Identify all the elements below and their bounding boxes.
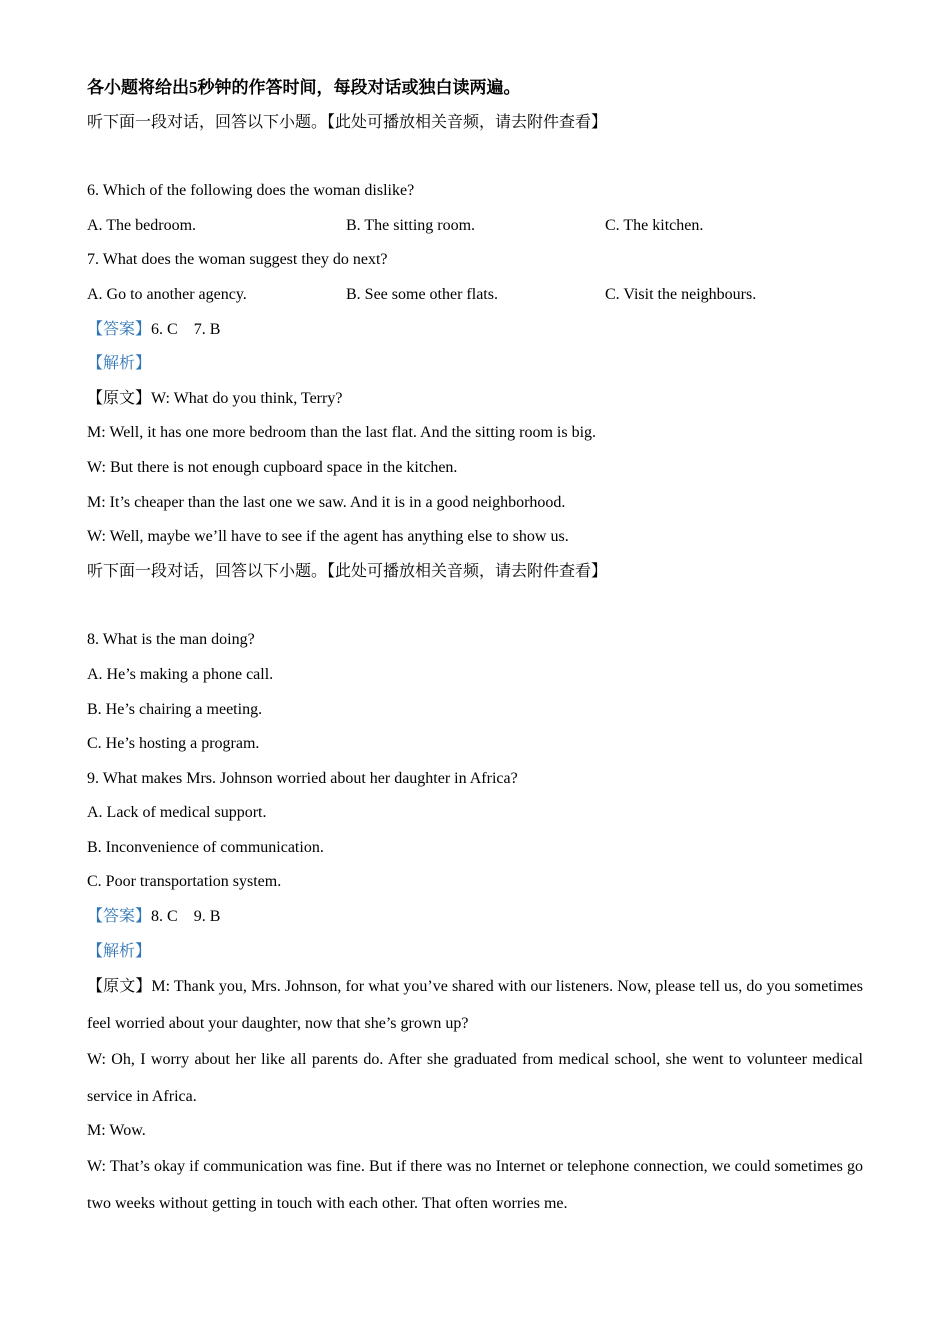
listen-prompt-2: 听下面一段对话，回答以下小题。【此处可播放相关音频，请去附件查看】 (87, 562, 608, 580)
answer-tag: 【答案】 (87, 320, 152, 338)
q6-option-b: B. The sitting room. (346, 216, 476, 234)
q9-option-a: A. Lack of medical support. (87, 804, 267, 822)
q8-option-b: B. He’s chairing a meeting. (87, 700, 263, 718)
q7-option-a: A. Go to another agency. (87, 285, 247, 303)
transcript-line: W: Well, maybe we’ll have to see if the agent has anything else to show us. (87, 528, 569, 546)
question-6-options (87, 216, 863, 236)
transcript-paragraph: W: That’s okay if communication was fine. But if there was no Internet or telephone connection, we could sometimes go two weeks without getting in touch with each other. That often worries me. (87, 1158, 863, 1213)
answer-text: 6. C 7. B (151, 320, 221, 338)
answer-line-1 (87, 320, 863, 340)
transcript-paragraph: 【原文】M: Thank you, Mrs. Johnson, for what you’ve shared with our listeners. Now, please tell us, do you sometimes feel worried about your daughter, now that she’s grown up? (87, 978, 863, 1033)
q8-option-c: C. He’s hosting a program. (87, 735, 260, 753)
transcript-line: M: Wow. (87, 1122, 146, 1140)
transcript-paragraph: W: Oh, I worry about her like all parents do. After she graduated from medical school, she went to volunteer medical service in Africa. (87, 1050, 863, 1105)
q6-option-a: A. The bedroom. (87, 216, 197, 234)
answer-tag: 【答案】 (87, 908, 152, 926)
answer-text: 8. C 9. B (151, 908, 221, 926)
analysis-tag: 【解析】 (87, 942, 152, 960)
transcript-line: M: It’s cheaper than the last one we saw. And it is in a good neighborhood. (87, 493, 566, 511)
instruction-text: 各小题将给出5秒钟的作答时间，每段对话或独白读两遍。 (87, 78, 521, 97)
q9-option-c: C. Poor transportation system. (87, 873, 282, 891)
listen-prompt-1: 听下面一段对话，回答以下小题。【此处可播放相关音频，请去附件查看】 (87, 113, 608, 131)
q7-option-b: B. See some other flats. (346, 285, 498, 303)
document-page (87, 78, 863, 1228)
q9-option-b: B. Inconvenience of communication. (87, 838, 324, 856)
q7-option-c: C. Visit the neighbours. (605, 285, 757, 303)
transcript-line: M: Well, it has one more bedroom than the last flat. And the sitting room is big. (87, 424, 597, 442)
question-9: 9. What makes Mrs. Johnson worried about her daughter in Africa? (87, 769, 518, 787)
question-7: 7. What does the woman suggest they do next? (87, 251, 388, 269)
analysis-tag: 【解析】 (87, 355, 152, 373)
question-6: 6. Which of the following does the woman dislike? (87, 182, 415, 200)
question-7-options (87, 285, 863, 305)
question-8: 8. What is the man doing? (87, 631, 255, 649)
transcript-line: W: But there is not enough cupboard space in the kitchen. (87, 458, 458, 476)
q8-option-a: A. He’s making a phone call. (87, 665, 274, 683)
transcript-line: 【原文】W: What do you think, Terry? (87, 389, 343, 407)
q6-option-c: C. The kitchen. (605, 216, 704, 234)
answer-line-2 (87, 907, 863, 927)
